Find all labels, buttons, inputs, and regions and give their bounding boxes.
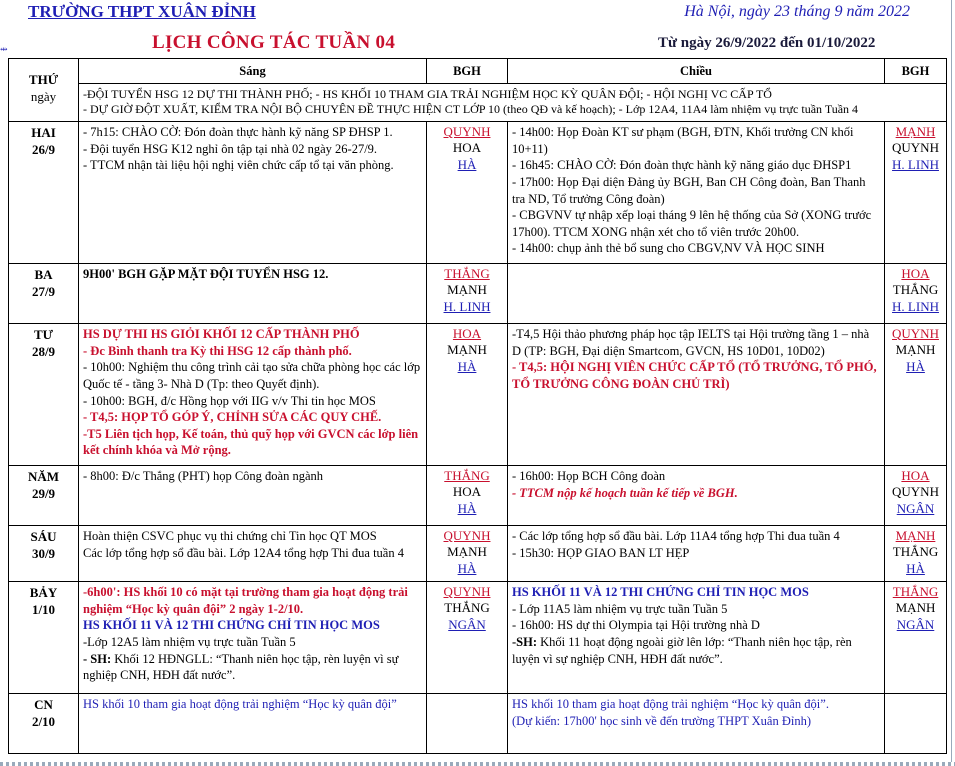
- bgh-afternoon-header: BGH: [885, 59, 947, 84]
- morning-cell: [79, 324, 427, 466]
- entry-line: - 14h00: chụp ảnh thẻ bổ sung cho CBGV,NV VÀ HỌC SINH: [512, 241, 825, 256]
- bgh-name[interactable]: MẠNH: [895, 124, 936, 139]
- morning-header: Sáng: [79, 59, 427, 84]
- date-header-label: ngày: [30, 89, 57, 105]
- entry-line: - 15h30: HỌP GIAO BAN LT HẸP: [512, 545, 690, 560]
- page-title: LỊCH CÔNG TÁC TUẦN 04: [152, 32, 396, 53]
- bgh-name[interactable]: H. LINH: [892, 298, 939, 314]
- header-row: [9, 59, 947, 84]
- bgh-name: MẠNH: [447, 282, 487, 298]
- bgh-name[interactable]: HÀ: [906, 358, 925, 374]
- morning-cell: [79, 582, 427, 694]
- entry-line: - TTCM nhận tài liệu hội nghị viên chức cấp tổ tại văn phòng.: [83, 158, 394, 173]
- day-row: [9, 122, 947, 264]
- date-range: Từ ngày 26/9/2022 đến 01/10/2022: [658, 35, 876, 51]
- bgh-afternoon-cell: [885, 694, 947, 754]
- bgh-name: THẮNG: [892, 544, 939, 560]
- table-anchor-icon[interactable]: ⇹: [0, 44, 8, 54]
- day-date: 29/9: [31, 486, 56, 502]
- entry-line: HS DỰ THI HS GIỎI KHỐI 12 CẤP THÀNH PHỐ: [83, 327, 360, 341]
- bgh-name: THẮNG: [892, 282, 939, 298]
- bgh-name[interactable]: NGÂN: [896, 500, 935, 516]
- entry-line: - 14h00: Họp Đoàn KT sư phạm (BGH, ĐTN, Khối trưởng CN khối 10+11): [512, 125, 854, 156]
- entry-line: - T4,5: HỘI NGHỊ VIÊN CHỨC CẤP TỔ (TỔ TRƯỞNG, TỔ PHÓ, TỔ TRƯỞNG CÔNG ĐOÀN CHỦ TRÌ): [512, 360, 877, 391]
- bgh-name: THẮNG: [444, 600, 490, 616]
- bgh-name[interactable]: QUYNH: [443, 584, 491, 599]
- bgh-name[interactable]: QUYNH: [443, 528, 491, 543]
- bgh-name: HOA: [452, 484, 482, 500]
- entry-line: - 16h45: CHÀO CỜ: Đón đoàn thực hành kỹ năng giáo dục ĐHSP1: [512, 158, 852, 173]
- day-row: [9, 264, 947, 324]
- bgh-name[interactable]: QUYNH: [892, 326, 939, 341]
- school-name: TRƯỜNG THPT XUÂN ĐỈNH: [28, 2, 256, 21]
- day-cell: [9, 466, 79, 526]
- day-cell: [9, 324, 79, 466]
- day-cell: [9, 694, 79, 754]
- entry-line: Các lớp tổng hợp sổ đầu bài. Lớp 12A4 tổng hợp Thi đua tuần 4: [83, 545, 404, 560]
- day-row: [9, 694, 947, 754]
- bgh-afternoon-cell: [885, 324, 947, 466]
- entry-line: - Đội tuyển HSG K12 nghỉ ôn tập tại nhà 02 ngày 26-27/9.: [83, 141, 378, 156]
- entry-line: -T5 Liên tịch họp, Kế toán, thủ quỹ họp với GVCN các lớp liên kết chính khóa và Mở rộng.: [83, 426, 419, 458]
- bgh-morning-cell: [427, 694, 508, 754]
- entry-line: 9H00' BGH GẶP MẶT ĐỘI TUYỂN HSG 12.: [83, 267, 329, 281]
- bgh-name[interactable]: NGÂN: [448, 616, 486, 632]
- bgh-name: QUYNH: [892, 484, 939, 500]
- bgh-afternoon-cell: [885, 526, 947, 582]
- week-notes: [79, 84, 947, 122]
- day-date: 30/9: [31, 546, 56, 562]
- bgh-name[interactable]: HOA: [901, 266, 930, 281]
- entry-line: - Đc Bình thanh tra Kỳ thi HSG 12 cấp thành phố.: [83, 343, 352, 358]
- entry-line: - 17h00: Họp Đại diện Đảng ủy BGH, Ban CH Công đoàn, Ban Thanh tra ND, Tổ trưởng Công đoàn): [512, 174, 866, 206]
- afternoon-cell: [508, 526, 885, 582]
- bgh-name: MẠNH: [447, 342, 487, 358]
- morning-cell: [79, 694, 427, 754]
- bgh-name[interactable]: H. LINH: [443, 298, 491, 314]
- bgh-morning-cell: [427, 264, 508, 324]
- bgh-morning-header: BGH: [427, 59, 508, 84]
- day-header-label: THỨ: [28, 72, 59, 87]
- bgh-name[interactable]: MẠNH: [895, 528, 936, 543]
- day-date: 26/9: [31, 142, 56, 158]
- day-cell: [9, 264, 79, 324]
- bgh-morning-cell: [427, 122, 508, 264]
- entry-line: -SH: Khối 11 hoạt động ngoài giờ lên lớp: “Thanh niên học tập, rèn luyện vì sự nghiệp CNH, HĐH đất nước”.: [512, 634, 852, 666]
- bgh-name[interactable]: THẮNG: [444, 468, 490, 483]
- entry-line: - 10h00: Nghiệm thu công trình cải tạo sửa chữa phòng học các lớp Quốc tế - tầng 3- Nhà D (Tp: theo Quyết định).: [83, 360, 421, 391]
- schedule-table: [8, 58, 947, 754]
- bgh-name: MẠNH: [895, 342, 936, 358]
- entry-line: HS KHỐI 11 VÀ 12 THI CHỨNG CHỈ TIN HỌC MOS: [83, 618, 380, 633]
- entry-line: - 10h00: BGH, đ/c Hồng họp với IIG v/v Thi tin học MOS: [83, 393, 376, 408]
- entry-line: HS khối 10 tham gia hoạt động trải nghiệm “Học kỳ quân đội”: [83, 697, 397, 711]
- day-name: SÁU: [30, 529, 57, 544]
- page-edge: [951, 0, 952, 766]
- bgh-afternoon-cell: [885, 466, 947, 526]
- document-date: Hà Nội, ngày 23 tháng 9 năm 2022: [684, 3, 910, 20]
- bgh-name: MẠNH: [895, 600, 936, 616]
- bgh-afternoon-cell: [885, 122, 947, 264]
- entry-line: - 8h00: Đ/c Thắng (PHT) họp Công đoàn ngành: [83, 469, 324, 483]
- day-name: CN: [34, 697, 53, 712]
- morning-cell: [79, 466, 427, 526]
- week-notes-row: [9, 84, 947, 122]
- bgh-name[interactable]: HÀ: [457, 358, 477, 374]
- entry-line: - 16h00: HS dự thi Olympia tại Hội trường nhà D: [512, 618, 760, 633]
- entry-line: - CBGVNV tự nhập xếp loại tháng 9 lên hệ thống của Sở (XONG trước 17h00). TTCM XONG nhận xét cho tổ viên trước 20h00.: [512, 208, 872, 239]
- bgh-name: HOA: [452, 140, 482, 156]
- week-note-line: - DỰ GIỜ ĐỘT XUẤT, KIỂM TRA NỘI BỘ CHUYÊN ĐỀ THỰC HIỆN CT LỚP 10 (theo QĐ và kế hoạch); - Lớp 12A4, 11A4 làm nhiệm vụ trực tuần Tuần 4: [83, 102, 859, 116]
- entry-line: - SH: Khối 12 HĐNGLL: “Thanh niên học tập, rèn luyện vì sự nghiệp CNH, HĐH đất nước”.: [83, 651, 399, 683]
- day-name: BẢY: [29, 585, 58, 600]
- bgh-name[interactable]: QUYNH: [443, 124, 491, 139]
- bgh-name: MẠNH: [447, 544, 487, 560]
- afternoon-cell: [508, 694, 885, 754]
- day-row: [9, 324, 947, 466]
- day-cell: [9, 582, 79, 694]
- bgh-name[interactable]: THẮNG: [444, 266, 490, 281]
- entry-line: -Lớp 12A5 làm nhiệm vụ trực tuần Tuần 5: [83, 634, 296, 649]
- afternoon-cell: [508, 122, 885, 264]
- day-name: TƯ: [33, 327, 54, 342]
- morning-cell: [79, 526, 427, 582]
- bgh-name[interactable]: THẮNG: [892, 584, 939, 599]
- bgh-morning-cell: [427, 582, 508, 694]
- bgh-morning-cell: [427, 324, 508, 466]
- afternoon-cell: [508, 466, 885, 526]
- entry-line: HS khối 10 tham gia hoạt động trải nghiệm “Học kỳ quân đội”.: [512, 697, 829, 711]
- entry-line: -6h00': HS khối 10 có mặt tại trường tham gia hoạt động trải nghiệm “Học kỳ quân đội” 2 ngày 1-2/10.: [83, 585, 408, 616]
- bgh-afternoon-cell: [885, 264, 947, 324]
- day-name: HAI: [31, 125, 56, 140]
- bgh-afternoon-cell: [885, 582, 947, 694]
- entry-line: - T4,5: HỌP TỔ GÓP Ý, CHỈNH SỬA CÁC QUY CHẾ.: [83, 410, 382, 425]
- afternoon-header: Chiều: [508, 59, 885, 84]
- bgh-name: QUYNH: [892, 140, 939, 156]
- bgh-name[interactable]: HÀ: [457, 156, 477, 172]
- entry-line: (Dự kiến: 17h00' học sinh về đến trường THPT Xuân Đỉnh): [512, 713, 811, 728]
- morning-cell: [79, 122, 427, 264]
- entry-line: HS KHỐI 11 VÀ 12 THI CHỨNG CHỈ TIN HỌC MOS: [512, 585, 809, 599]
- day-date: 2/10: [31, 714, 56, 730]
- day-cell: [9, 122, 79, 264]
- entry-line: - Các lớp tổng hợp sổ đầu bài. Lớp 11A4 tổng hợp Thi đua tuần 4: [512, 529, 840, 543]
- bgh-name[interactable]: HÀ: [906, 560, 925, 576]
- day-row: [9, 582, 947, 694]
- entry-line: - 7h15: CHÀO CỜ: Đón đoàn thực hành kỹ năng SP ĐHSP 1.: [83, 125, 393, 139]
- day-date: 1/10: [31, 602, 56, 618]
- day-name: BA: [34, 267, 53, 282]
- entry-line: -T4,5 Hội thảo phương pháp học tập IELTS tại Hội trường tầng 1 – nhà D (TP: BGH, Đại diện Smartcom, GVCN, HS 10D01, 10D02): [512, 327, 870, 358]
- day-name: NĂM: [27, 469, 60, 484]
- entry-line: - TTCM nộp kế hoạch tuần kế tiếp về BGH.: [512, 485, 738, 500]
- afternoon-cell: [508, 582, 885, 694]
- day-date: 28/9: [31, 344, 56, 360]
- day-cell: [9, 526, 79, 582]
- bgh-name[interactable]: NGÂN: [896, 616, 935, 632]
- entry-line: Hoàn thiện CSVC phục vụ thi chứng chỉ Tin học QT MOS: [83, 529, 377, 543]
- page-bottom-border: [0, 762, 955, 766]
- afternoon-cell: [508, 324, 885, 466]
- day-column-header: [9, 59, 79, 122]
- day-date: 27/9: [31, 284, 56, 300]
- bgh-name[interactable]: HOA: [452, 326, 482, 341]
- entry-line: - 16h00: Họp BCH Công đoàn: [512, 469, 666, 483]
- day-row: [9, 466, 947, 526]
- day-row: [9, 526, 947, 582]
- bgh-name[interactable]: HÀ: [457, 560, 477, 576]
- bgh-morning-cell: [427, 466, 508, 526]
- afternoon-cell: [508, 264, 885, 324]
- bgh-morning-cell: [427, 526, 508, 582]
- morning-cell: [79, 264, 427, 324]
- bgh-name[interactable]: HOA: [901, 468, 930, 483]
- bgh-name[interactable]: H. LINH: [892, 156, 939, 172]
- bgh-name[interactable]: HÀ: [457, 500, 477, 516]
- week-note-line: -ĐỘI TUYỂN HSG 12 DỰ THI THÀNH PHỐ; - HS KHỐI 10 THAM GIA TRẢI NGHIỆM HỌC KỲ QUÂN ĐỘI; - HỘI NGHỊ VC CẤP TỔ: [83, 87, 772, 101]
- entry-line: - Lớp 11A5 làm nhiệm vụ trực tuần Tuần 5: [512, 601, 728, 616]
